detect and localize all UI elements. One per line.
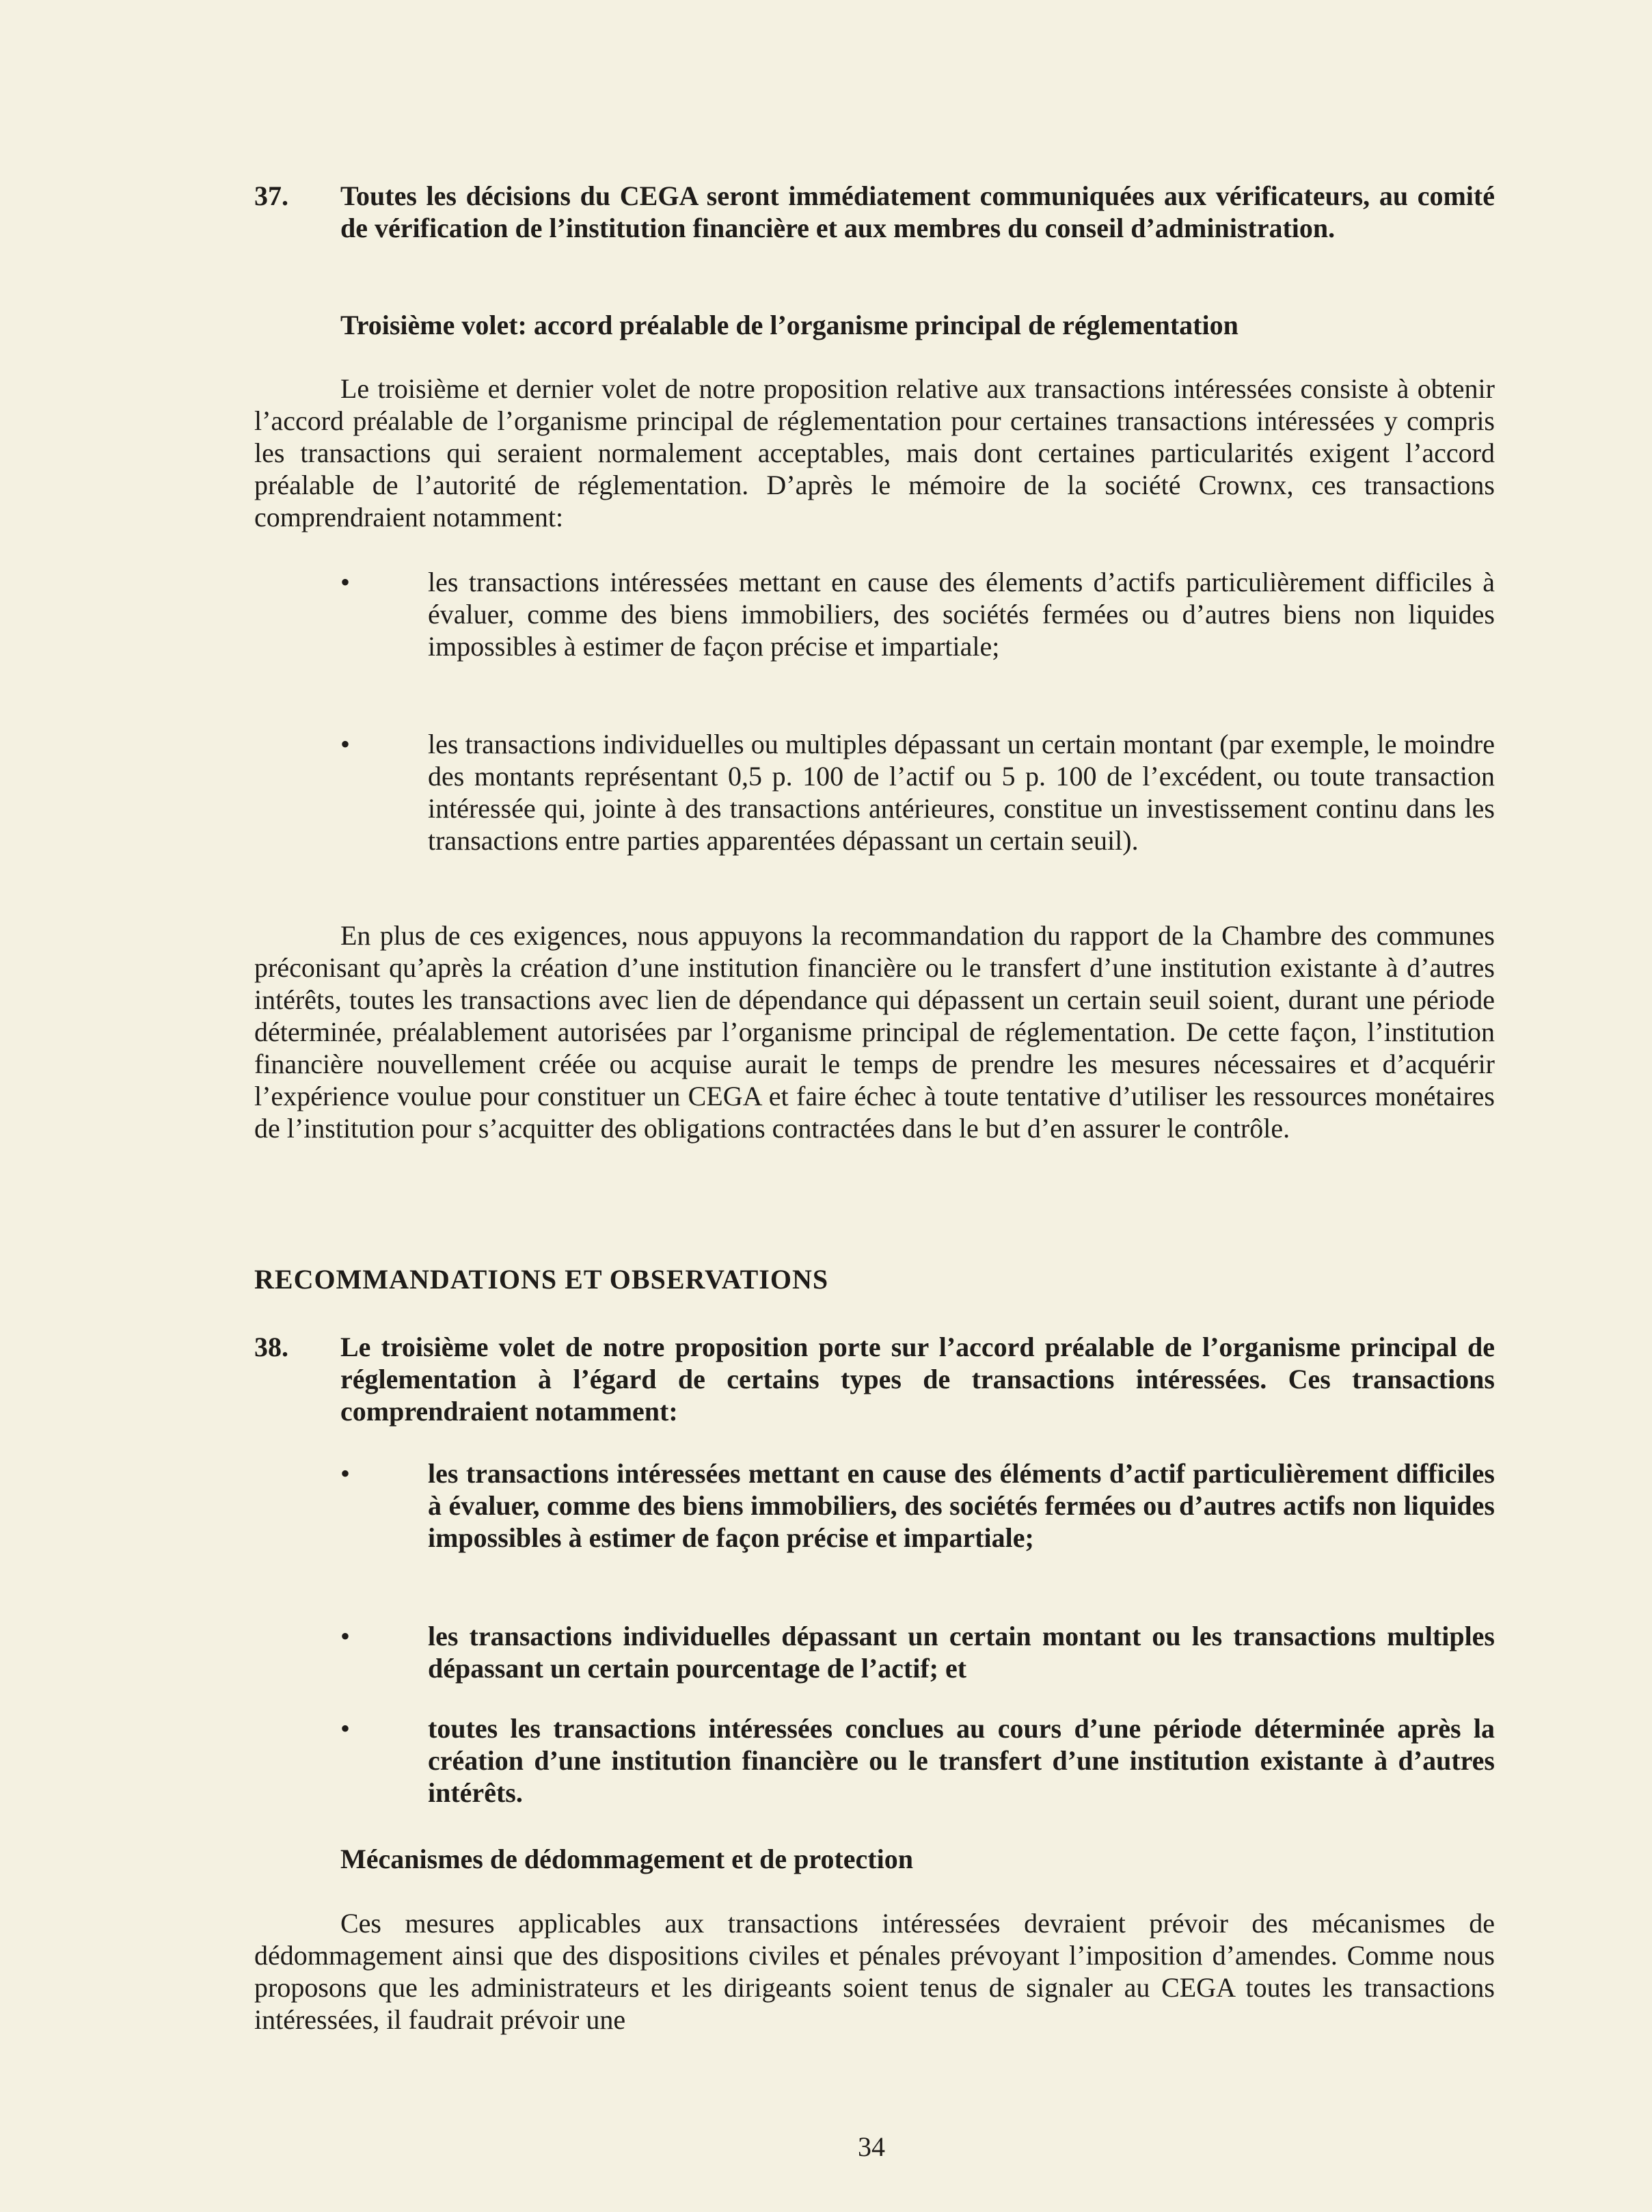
list-item	[340, 1712, 1495, 1809]
bullet-icon: •	[340, 1621, 351, 1651]
bullet-icon: •	[340, 567, 351, 597]
paragraph-37-text: Toutes les décisions du CEGA seront immédiatement communiquées aux vérificateurs, au comité de vérification de l’institution financière et aux membres du conseil d’administration.	[340, 180, 1495, 243]
final-paragraph: Ces mesures applicables aux transactions intéressées devraient prévoir des mécanismes de dédommagement ainsi que des dispositions civiles et pénales prévoyant l’imposition d’amendes. Comme nous proposons que les administrateurs et les dirigeants soient tenus de signaler au CEGA toutes les transactions intéressées, il faudrait prévoir une	[254, 1908, 1495, 2035]
paragraph-number: 37.	[254, 180, 288, 211]
paragraph-number: 38.	[254, 1332, 288, 1362]
additional-paragraph: En plus de ces exigences, nous appuyons la recommandation du rapport de la Chambre des communes préconisant qu’après la création d’une institution financière ou le transfert d’une institution existante à d’autres intérêts, toutes les transactions avec lien de dépendance qui dépassent un certain seuil soient, durant une période déterminée, préalablement autorisées par l’organisme principal de réglementation. De cette façon, l’institution financière nouvellement créée ou acquise aurait le temps de prendre les mesures nécessaires et d’acquérir l’expérience voulue pour constituer un CEGA et faire échec à toute tentative d’utiliser les ressources monétaires de l’institution pour s’acquitter des obligations contractées dans le but d’en assurer le contrôle.	[254, 920, 1495, 1144]
intro-paragraph: Le troisième et dernier volet de notre proposition relative aux transactions intéressées consiste à obtenir l’accord préalable de l’organisme principal de réglementation pour certaines transactions intéressées y compris les transactions qui seraient normalement acceptables, mais dont certaines particularités exigent l’accord préalable de l’autorité de réglementation. D’après le mémoire de la société Crownx, ces transactions comprendraient notamment:	[254, 373, 1495, 532]
bullet-icon: •	[340, 1458, 351, 1489]
list-item-text: les transactions individuelles ou multiples dépassant un certain montant (par exemple, le moindre des montants représentant 0,5 p. 100 de l’actif ou 5 p. 100 de l’excédent, ou toute transaction intéressée qui, jointe à des transactions antérieures, constitue un investissement continu dans les transactions entre parties apparentées dépassant un certain seuil).	[428, 729, 1495, 856]
section-heading: RECOMMANDATIONS ET OBSERVATIONS	[254, 1264, 829, 1295]
paragraph-37	[254, 180, 1495, 244]
list-item	[340, 728, 1495, 857]
list-item	[340, 1620, 1495, 1684]
paragraph-38	[254, 1331, 1495, 1427]
paragraph-38-text: Le troisième volet de notre proposition porte sur l’accord préalable de l’organisme principal de réglementation à l’égard de certains types de transactions intéressées. Ces transactions comprendraient notamment:	[340, 1332, 1495, 1427]
page-number: 34	[858, 2131, 885, 2162]
subheading-compensation: Mécanismes de dédommagement et de protection	[340, 1844, 913, 1874]
list-item	[340, 1457, 1495, 1554]
list-item-text: les transactions intéressées mettant en cause des éléments d’actif particulièrement difficiles à évaluer, comme des biens immobiliers, des sociétés fermées ou d’autres actifs non liquides impossibles à estimer de façon précise et impartiale;	[428, 1458, 1495, 1553]
list-item-text: toutes les transactions intéressées conclues au cours d’une période déterminée après la création d’une institution financière ou le transfert d’une institution existante à d’autres intérêts.	[428, 1713, 1495, 1808]
list-item-text: les transactions individuelles dépassant un certain montant ou les transactions multiples dépassant un certain pourcentage de l’actif; et	[428, 1621, 1495, 1684]
bullet-icon: •	[340, 729, 351, 759]
list-item	[340, 566, 1495, 662]
list-item-text: les transactions intéressées mettant en cause des élements d’actifs particulièrement difficiles à évaluer, comme des biens immobiliers, des sociétés fermées ou d’autres biens non liquides impossibles à estimer de façon précise et impartiale;	[428, 567, 1495, 662]
bullet-icon: •	[340, 1713, 351, 1744]
subheading-third-component: Troisième volet: accord préalable de l’organisme principal de réglementation	[340, 310, 1238, 340]
